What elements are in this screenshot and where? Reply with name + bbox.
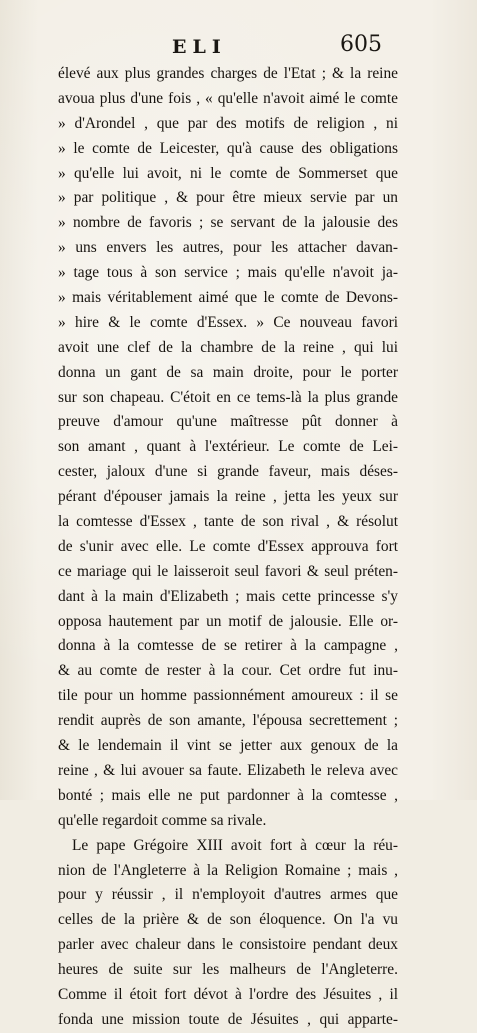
text-line: » le comte de Leicester, qu'à cause des obligations [58,139,398,157]
text-line: nion de l'Angleterre à la Religion Romaine ; mais , [58,861,398,879]
text-line: » d'Arondel , que par des motifs de religion , ni [58,114,398,132]
text-line: » hire & le comte d'Essex. » Ce nouveau favori [58,313,398,331]
text-line: élevé aux plus grandes charges de l'Etat ; & la reine [58,65,398,82]
text-line: avoit une clef de la chambre de la reine , qui lui [58,338,398,356]
text-line-paragraph-start: Le pape Grégoire XIII avoit fort à cœur la réu- [72,836,398,854]
text-line: pour y réussir , il n'employoit d'autres armes que [58,886,398,904]
text-line: pérant d'épouser jamais la reine , jetta les yeux sur [58,488,398,506]
text-line: » tage tous à son service ; mais qu'elle n'avoit ja- [58,264,398,282]
text-line: » par politique , & pour être mieux servie par un [58,189,398,207]
text-line: Comme il étoit fort dévot à l'ordre des Jésuites , il [58,985,398,1003]
text-line: tile pour un homme passionnément amoureux : il se [58,687,398,705]
text-line: ce mariage qui le laisseroit seul favori & seul préten- [58,562,398,580]
text-line: rendit auprès de son amante, l'épousa secrettement ; [58,712,398,730]
text-line: parler avec chaleur dans le consistoire pendant deux [58,936,398,954]
text-line: reine , & lui avouer sa faute. Elizabeth le releva avec [58,761,398,779]
running-head-title: ELI [172,36,227,58]
page-number: 605 [340,32,382,57]
text-line: cester, jaloux d'une si grande faveur, mais déses- [58,463,398,481]
text-line: la comtesse d'Essex , tante de son rival , & résolut [58,513,398,531]
text-line: preuve d'amour qu'une maîtresse pût donner à [58,413,398,431]
text-line: dant à la main d'Elizabeth ; mais cette princesse s'y [58,587,398,605]
text-line: bonté ; mais elle ne put pardonner à la comtesse , [58,786,398,804]
text-line: de s'unir avec elle. Le comte d'Essex approuva fort [58,537,398,555]
text-line: » qu'elle lui avoit, ni le comte de Sommerset que [58,164,398,182]
text-line: » mais véritablement aimé que le comte de Devons- [58,289,398,307]
text-line: avoua plus d'une fois , « qu'elle n'avoit aimé le comte [58,89,398,107]
text-line: » nombre de favoris ; se servant de la jalousie des [58,214,398,232]
text-line-paragraph-end: qu'elle regardoit comme sa rivale. [58,811,267,829]
text-line: celles de la prière & de son éloquence. On l'a vu [58,911,398,929]
text-line: opposa hautement par un motif de jalousie. Elle or- [58,612,398,630]
text-line: fonda une mission toute de Jésuites , qui apparte- [58,1010,398,1028]
text-line: son amant , quant à l'extérieur. Le comte de Lei- [58,438,398,456]
body-text [58,62,398,1033]
text-line: donna à la comtesse de se retirer à la campagne , [58,637,398,655]
text-line: donna un gant de sa main droite, pour le porter [58,363,398,381]
text-line: » uns envers les autres, pour les attacher davan- [58,239,398,257]
text-line: heures de suite sur les malheurs de l'Angleterre. [58,961,398,979]
text-line: & au comte de rester à la cour. Cet ordre fut inu- [58,662,398,680]
text-line: & le lendemain il vint se jetter aux genoux de la [58,737,398,755]
text-line: sur son chapeau. C'étoit en ce tems-là la plus grande [58,388,398,406]
